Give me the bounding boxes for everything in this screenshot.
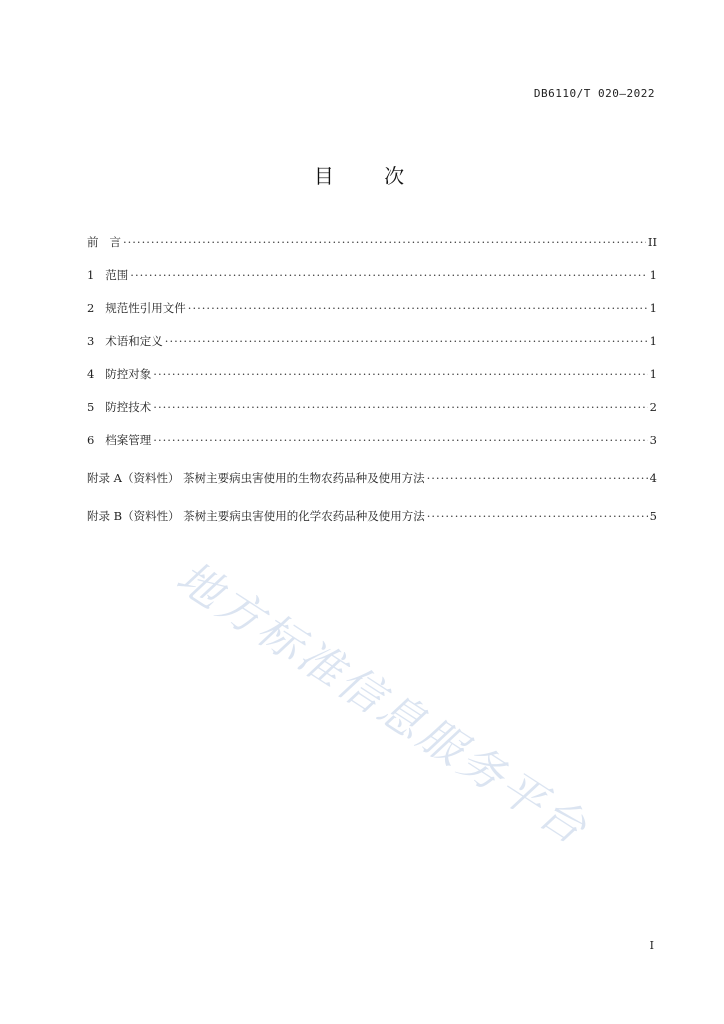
toc-entry-appendix-a[interactable] [87, 468, 657, 488]
toc-leader-dots [130, 265, 647, 285]
toc-entry-terms-definitions[interactable] [87, 331, 657, 351]
toc-entry-control-objects[interactable] [87, 364, 657, 384]
toc-leader-dots [427, 506, 648, 526]
toc-entry-control-technology[interactable] [87, 397, 657, 417]
toc-entry-page: 1 [649, 334, 657, 348]
table-of-contents [87, 232, 657, 526]
toc-entry-page: 1 [649, 301, 657, 315]
toc-entry-page: 1 [649, 268, 657, 282]
toc-entry-label: 附录 B（资料性） 茶树主要病虫害使用的化学农药品种及使用方法 [87, 509, 425, 523]
toc-entry-label: 6 档案管理 [87, 433, 152, 447]
toc-entry-page: 5 [649, 509, 657, 523]
toc-entry-label: 4 防控对象 [87, 367, 152, 381]
toc-leader-dots [165, 331, 648, 351]
toc-leader-dots [153, 430, 647, 450]
toc-entry-page: 1 [649, 367, 657, 381]
toc-entry-normative-references[interactable] [87, 298, 657, 318]
toc-entry-record-management[interactable] [87, 430, 657, 450]
toc-entry-label: 1 范围 [87, 268, 129, 282]
page-number: I [649, 939, 654, 952]
toc-entry-page: 4 [649, 471, 657, 485]
document-code: DB6110/T 020—2022 [533, 87, 655, 100]
toc-entry-page: 2 [649, 400, 657, 414]
toc-entry-label: 2 规范性引用文件 [87, 301, 186, 315]
toc-leader-dots [153, 364, 647, 384]
toc-leader-dots [153, 397, 647, 417]
toc-leader-dots [123, 232, 646, 252]
toc-entry-page: 3 [649, 433, 657, 447]
toc-leader-dots [188, 298, 648, 318]
toc-entry-label: 5 防控技术 [87, 400, 152, 414]
toc-entry-label: 3 术语和定义 [87, 334, 163, 348]
toc-entry-appendix-b[interactable] [87, 506, 657, 526]
toc-entry-page: II [647, 235, 657, 249]
toc-entry-scope[interactable] [87, 265, 657, 285]
toc-entry-foreword[interactable] [87, 232, 657, 252]
toc-leader-dots [427, 468, 648, 488]
page-title: 目 次 [313, 164, 427, 188]
toc-entry-label: 附录 A（资料性） 茶树主要病虫害使用的生物农药品种及使用方法 [87, 471, 425, 485]
watermark: 地方标准信息服务平台 [167, 551, 598, 856]
toc-entry-label: 前 言 [87, 235, 121, 249]
